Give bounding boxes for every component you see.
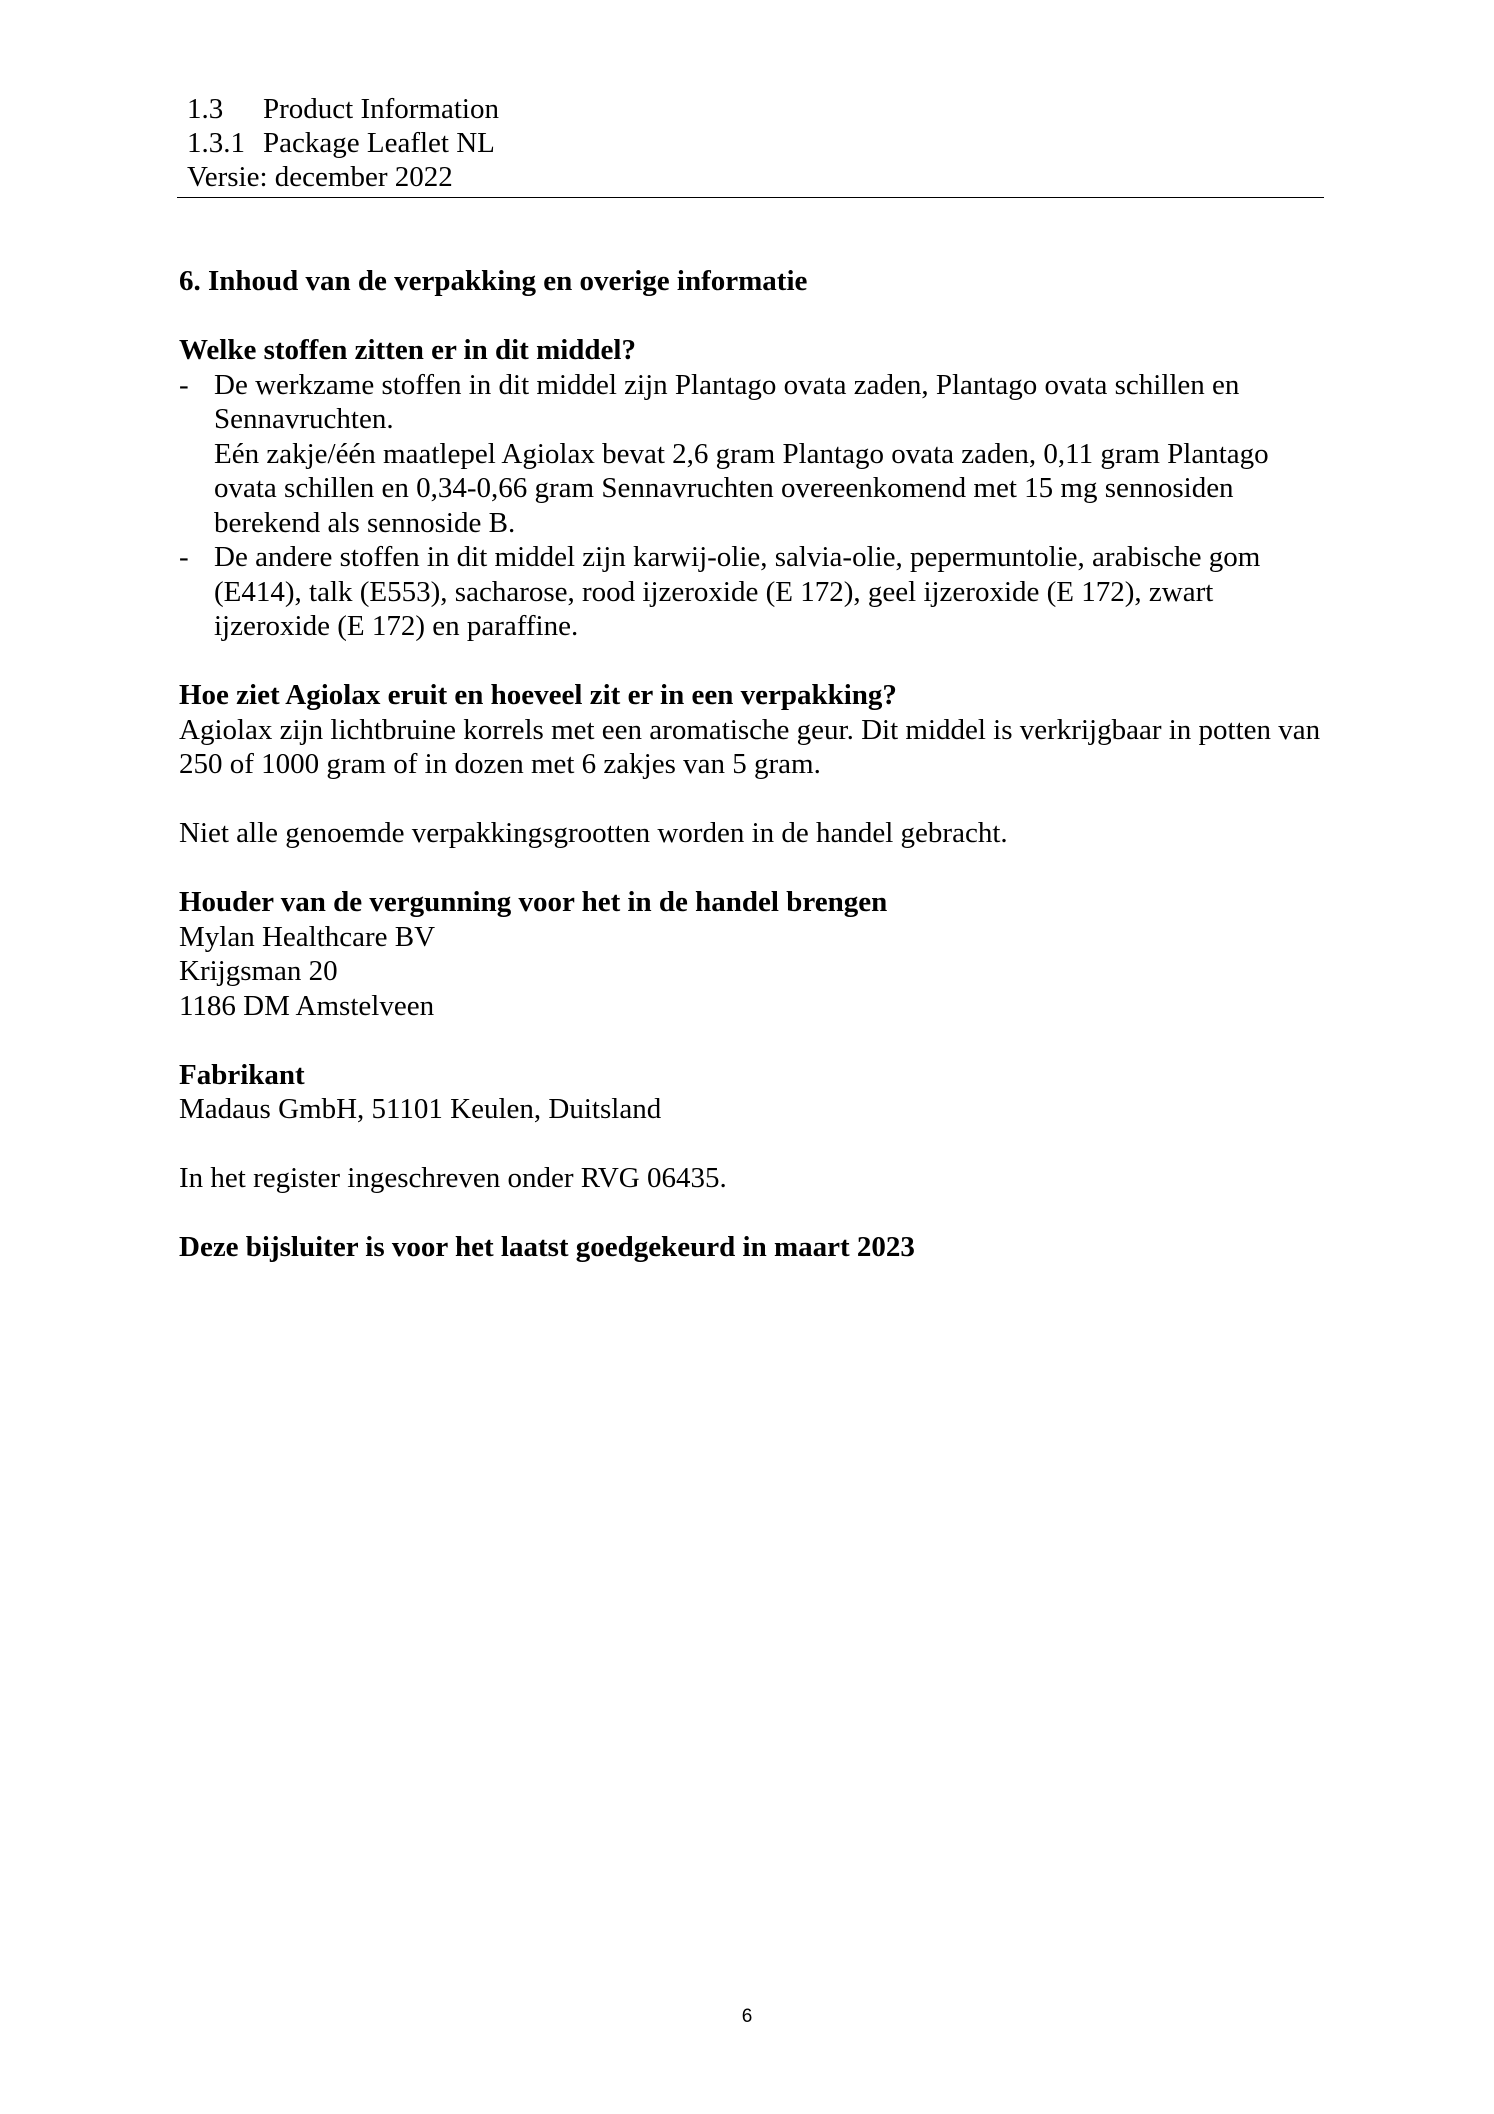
holder-name: Mylan Healthcare BV bbox=[179, 920, 436, 953]
list-dash: - bbox=[179, 541, 189, 573]
header-line-product-information bbox=[187, 92, 1317, 126]
holder-street: Krijgsman 20 bbox=[179, 955, 338, 987]
appearance-heading: Hoe ziet Agiolax eruit en hoeveel zit er in een verpakking? bbox=[179, 679, 897, 711]
page-number: 6 bbox=[741, 2006, 753, 2027]
holder-city: 1186 DM Amstelveen bbox=[179, 989, 435, 1022]
ingredients-active-text: De werkzame stoffen in dit middel zijn Plantago ovata zaden, Plantago ovata schillen en Sennavruchten. bbox=[214, 368, 1240, 435]
header-divider bbox=[177, 197, 1324, 198]
approval-date: Deze bijsluiter is voor het laatst goedgekeurd in maart 2023 bbox=[179, 1231, 915, 1263]
leaflet-content bbox=[179, 264, 1329, 1265]
header-subsection-title: Package Leaflet NL bbox=[263, 127, 495, 159]
header-section-title: Product Information bbox=[263, 93, 499, 125]
packaging-note: Niet alle genoemde verpakkingsgrootten worden in de handel gebracht. bbox=[179, 817, 1008, 849]
register-number: In het register ingeschreven onder RVG 06435. bbox=[179, 1162, 727, 1194]
document-header bbox=[187, 92, 1317, 194]
section-title: 6. Inhoud van de verpakking en overige informatie bbox=[179, 265, 808, 297]
manufacturer-heading: Fabrikant bbox=[179, 1058, 305, 1091]
manufacturer-text: Madaus GmbH, 51101 Keulen, Duitsland bbox=[179, 1093, 662, 1125]
list-dash: - bbox=[179, 368, 189, 401]
header-section-number: 1.3 bbox=[187, 93, 224, 125]
holder-heading: Houder van de vergunning voor het in de handel brengen bbox=[179, 886, 888, 918]
ingredients-active-detail: Eén zakje/één maatlepel Agiolax bevat 2,6 gram Plantago ovata zaden, 0,11 gram Plantago ovata schillen en 0,34-0,66 gram Sennavruchten overeenkomend met 15 mg sennosiden berekend als sennoside B. bbox=[214, 437, 1269, 539]
ingredients-other-item bbox=[179, 540, 1329, 644]
ingredients-heading: Welke stoffen zitten er in dit middel? bbox=[179, 334, 636, 366]
ingredients-other-text: De andere stoffen in dit middel zijn karwij-olie, salvia-olie, pepermuntolie, arabische gom (E414), talk (E553), sacharose, rood ijzeroxide (E 172), geel ijzeroxide (E 172), zwart ijzeroxide (E 172) en paraffine. bbox=[214, 541, 1261, 642]
appearance-text: Agiolax zijn lichtbruine korrels met een aromatische geur. Dit middel is verkrijgbaar in potten van 250 of 1000 gram of in dozen met 6 zakjes van 5 gram. bbox=[179, 713, 1321, 780]
header-version: Versie: december 2022 bbox=[187, 161, 453, 193]
header-line-package-leaflet bbox=[187, 126, 1317, 160]
ingredients-active-item bbox=[179, 368, 1329, 437]
header-subsection-number: 1.3.1 bbox=[187, 127, 245, 159]
